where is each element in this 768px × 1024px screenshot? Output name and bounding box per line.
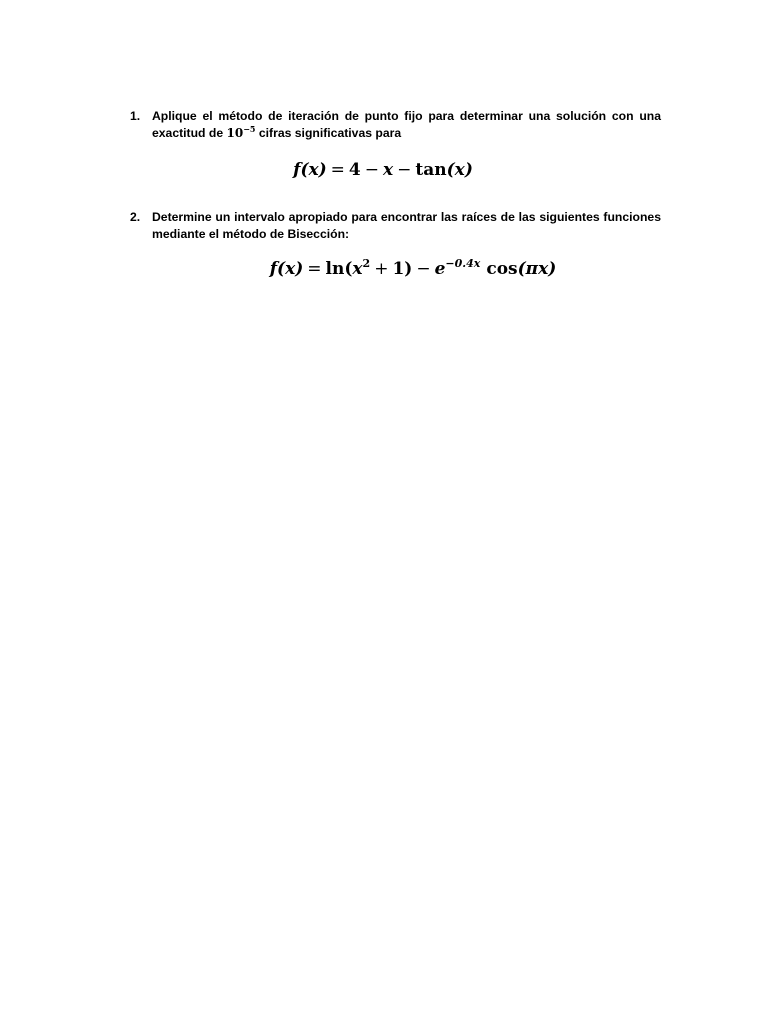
equation-1 xyxy=(0,160,767,180)
function-name: f xyxy=(293,160,301,180)
ln-constant: 1 xyxy=(392,259,405,279)
exp-base: e xyxy=(434,259,446,279)
minus-sign: − xyxy=(397,160,412,180)
function-arg: (x) xyxy=(277,259,304,279)
equals-sign: = xyxy=(330,160,345,180)
function-name: f xyxy=(269,259,278,279)
plus-sign: + xyxy=(374,259,389,279)
tolerance-expression xyxy=(227,126,256,140)
problem-number: 1. xyxy=(130,109,141,123)
constant-term: 4 xyxy=(348,160,361,180)
ln-function: ln xyxy=(325,259,345,279)
tolerance-exponent: −5 xyxy=(243,124,256,134)
problem-1 xyxy=(130,108,661,142)
exp-exponent: −0.4x xyxy=(445,257,481,270)
variable-term: x xyxy=(383,160,394,180)
cos-arg: (πx) xyxy=(517,259,557,279)
tan-function: tan xyxy=(415,160,447,180)
equals-sign: = xyxy=(307,259,322,279)
minus-sign: − xyxy=(416,259,431,279)
minus-sign: − xyxy=(364,160,380,180)
problem-2 xyxy=(130,209,661,243)
problem-text-end: cifras significativas para xyxy=(255,126,402,140)
ln-close-paren: ) xyxy=(404,259,413,279)
function-arg: (x) xyxy=(300,160,327,180)
cos-function: cos xyxy=(486,259,518,279)
problem-statement xyxy=(152,108,661,142)
equation-2 xyxy=(29,259,768,279)
tan-arg: (x) xyxy=(446,160,473,180)
ln-exponent: 2 xyxy=(362,257,371,270)
ln-open-paren: ( xyxy=(344,259,353,279)
ln-variable: x xyxy=(352,259,363,279)
problem-number: 2. xyxy=(130,210,141,224)
tolerance-base: 10 xyxy=(226,126,244,140)
problem-text: Aplique el método de iteración de punto fijo para determinar una solución con una exactitud de xyxy=(152,109,661,140)
problem-text: Determine un intervalo apropiado para encontrar las raíces de las siguientes funciones mediante el método de Bisección: xyxy=(152,210,661,241)
